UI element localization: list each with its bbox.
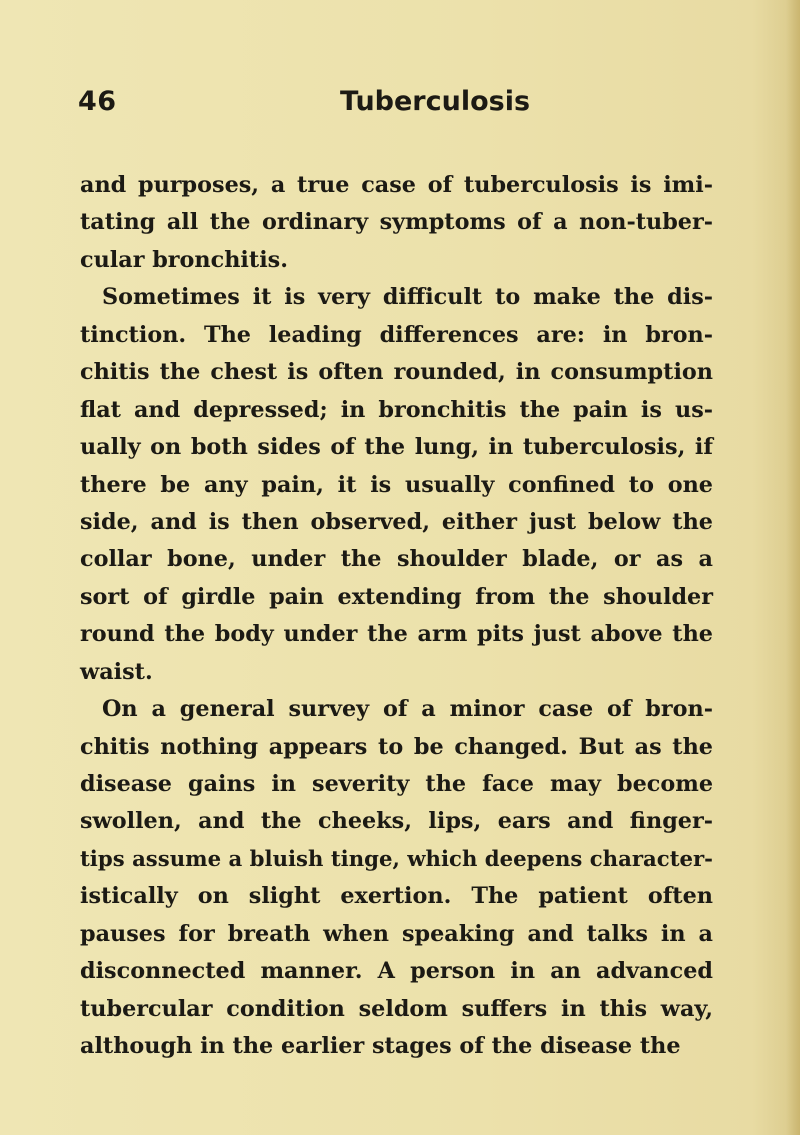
text-line: collar bone, under the shoulder blade, or as a: [80, 546, 713, 573]
text-line: flat and depressed; in bronchitis the pain is us-: [80, 396, 713, 423]
body-text: [80, 167, 713, 1066]
text-line: istically on slight exertion. The patient often: [80, 883, 713, 910]
text-line: disease gains in severity the face may become: [80, 771, 713, 797]
text-line: Sometimes it is very difficult to make the dis-: [102, 284, 713, 311]
running-head: Tuberculosis: [340, 86, 531, 117]
text-line: ually on both sides of the lung, in tuberculosis, if: [80, 434, 713, 461]
text-line: tubercular condition seldom suffers in this way,: [80, 995, 713, 1022]
text-line: tinction. The leading differences are: in bron-: [80, 321, 713, 348]
text-line: and purposes, a true case of tuberculosis is imi-: [80, 172, 713, 198]
text-line: tating all the ordinary symptoms of a non-tuber-: [80, 209, 713, 236]
page-edge-shadow: [786, 0, 800, 1135]
text-line: cular bronchitis.: [80, 246, 288, 273]
text-line: there be any pain, it is usually confined to one: [80, 471, 713, 498]
text-line: swollen, and the cheeks, lips, ears and finger-: [80, 808, 713, 835]
text-line: On a general survey of a minor case of bron-: [102, 696, 713, 723]
text-line: chitis the chest is often rounded, in consumption: [80, 359, 713, 386]
text-line: sort of girdle pain extending from the shoulder: [80, 583, 713, 610]
text-line: waist.: [80, 658, 153, 685]
text-line: round the body under the arm pits just above the: [80, 621, 713, 648]
page-header: [78, 86, 730, 126]
page-number: 46: [78, 86, 117, 117]
text-line: although in the earlier stages of the disease the: [80, 1033, 681, 1060]
text-line: pauses for breath when speaking and talks in a: [80, 920, 713, 947]
text-line: side, and is then observed, either just below the: [80, 508, 713, 535]
text-line: disconnected manner. A person in an advanced: [80, 958, 713, 985]
text-line: tips assume a bluish tinge, which deepens character-: [80, 846, 713, 872]
text-line: chitis nothing appears to be changed. But as the: [80, 733, 713, 760]
